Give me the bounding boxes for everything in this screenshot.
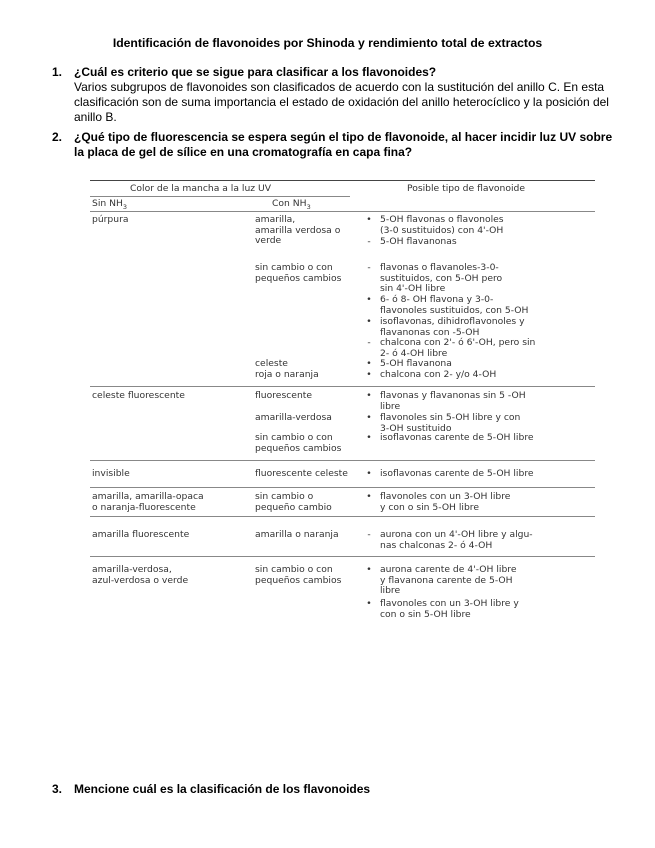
header-subrule [90, 196, 350, 197]
question-number: 3. [52, 782, 63, 796]
question-text: ¿Cuál es criterio que se sigue para clasificar a los flavonoides? [74, 65, 437, 79]
table-rule [90, 556, 595, 557]
sin-nh3-value: amarilla fluorescente [92, 529, 190, 540]
flavonoid-type: flavonas o flavanoles-3-0- sustituidos, con 5-OH pero sin 4'-OH libre [380, 262, 503, 294]
header-color-uv: Color de la mancha a la luz UV [130, 183, 272, 194]
bullet: - [367, 337, 371, 348]
bullet: • [366, 491, 372, 502]
con-nh3-value: amarilla o naranja [255, 529, 339, 540]
table-rule [90, 487, 595, 488]
sin-nh3-value: invisible [92, 468, 130, 479]
bullet: - [367, 262, 371, 273]
table-rule [90, 211, 595, 212]
con-nh3-value: celeste [255, 358, 288, 369]
bullet: • [366, 390, 372, 401]
bullet: • [366, 468, 372, 479]
con-nh3-value: sin cambio o con pequeños cambios [255, 564, 342, 586]
flavonoid-type: isoflavonas carente de 5-OH libre [380, 468, 534, 479]
flavonoid-type: 5-OH flavonas o flavonoles (3-0 sustituidos) con 4'-OH [380, 214, 504, 236]
question-number: 2. [52, 130, 63, 144]
bullet: • [366, 294, 372, 305]
con-nh3-value: amarilla-verdosa [255, 412, 332, 423]
sin-nh3-value: amarilla-verdosa, azul-verdosa o verde [92, 564, 189, 586]
header-con-nh3: Con $NH_3$ [272, 198, 311, 211]
flavonoid-type: 6- ó 8- OH flavona y 3-0- flavonoles sustituidos, con 5-OH [380, 294, 529, 316]
question-answer: Varios subgrupos de flavonoides son clasificados de acuerdo con la sustitución del anillo C. En esta clasificación son de suma importancia el estado de oxidación del anillo heterocíclico y la posición del anillo B. [74, 80, 609, 124]
table-rule [90, 386, 595, 387]
header-sin-nh3: Sin $NH_3$ [92, 198, 128, 211]
sin-nh3-value: amarilla, amarilla-opaca o naranja-fluorescente [92, 491, 204, 513]
flavonoid-type: aurona con un 4'-OH libre y algu- nas chalconas 2- ó 4-OH [380, 529, 533, 551]
flavonoid-type: flavonas y flavanonas sin 5 -OH libre [380, 390, 526, 412]
fluorescence-table [90, 178, 595, 638]
question-text: ¿Qué tipo de fluorescencia se espera según el tipo de flavonoide, al hacer incidir luz UV sobre la placa de gel de sílice en una cromatografía en capa fina? [74, 130, 613, 159]
con-nh3-value: fluorescente [255, 390, 313, 401]
con-nh3-value: amarilla, amarilla verdosa o verde [255, 214, 341, 246]
flavonoid-type: 5-OH flavanonas [380, 236, 457, 247]
question-text: Mencione cuál es la clasificación de los flavonoides [74, 782, 371, 796]
question-1 [52, 65, 622, 125]
flavonoid-type: isoflavonas carente de 5-OH libre [380, 432, 534, 443]
bullet: • [366, 598, 372, 609]
bullet: - [367, 236, 371, 247]
sin-nh3-value: púrpura [92, 214, 129, 225]
flavonoid-type: 5-OH flavanona [380, 358, 452, 369]
con-nh3-value: roja o naranja [255, 369, 319, 380]
header-possible-type: Posible tipo de flavonoide [407, 183, 526, 194]
bullet: • [366, 412, 372, 423]
con-nh3-value: fluorescente celeste [255, 468, 348, 479]
bullet: • [366, 564, 372, 575]
bullet: • [366, 214, 372, 225]
con-nh3-value: sin cambio o pequeño cambio [255, 491, 332, 513]
flavonoid-type: chalcona con 2'- ó 6'-OH, pero sin 2- ó 4-OH libre [380, 337, 536, 359]
bullet: • [366, 369, 372, 380]
bullet: • [366, 432, 372, 443]
con-nh3-value: sin cambio o con pequeños cambios [255, 262, 342, 284]
page-title: Identificación de flavonoides por Shinoda y rendimiento total de extractos [112, 36, 543, 50]
bullet: - [367, 529, 371, 540]
table-rule [90, 460, 595, 461]
flavonoid-type: flavonoles con un 3-OH libre y con o sin 5-OH libre [380, 598, 519, 620]
con-nh3-value: sin cambio o con pequeños cambios [255, 432, 342, 454]
table-rule [90, 180, 595, 181]
table-rule [90, 516, 595, 517]
flavonoid-type: flavonoles con un 3-OH libre y con o sin 5-OH libre [380, 491, 511, 513]
bullet: • [366, 358, 372, 369]
question-3 [52, 782, 622, 797]
question-2 [52, 130, 622, 160]
flavonoid-type: isoflavonas, dihidroflavonoles y flavanonas con -5-OH [380, 316, 525, 338]
flavonoid-type: chalcona con 2- y/o 4-OH [380, 369, 497, 380]
bullet: • [366, 316, 372, 327]
sin-nh3-value: celeste fluorescente [92, 390, 185, 401]
flavonoid-type: flavonoles sin 5-OH libre y con 3-OH sustituido [380, 412, 521, 434]
question-number: 1. [52, 65, 63, 79]
flavonoid-type: aurona carente de 4'-OH libre y flavanona carente de 5-OH libre [380, 564, 517, 596]
